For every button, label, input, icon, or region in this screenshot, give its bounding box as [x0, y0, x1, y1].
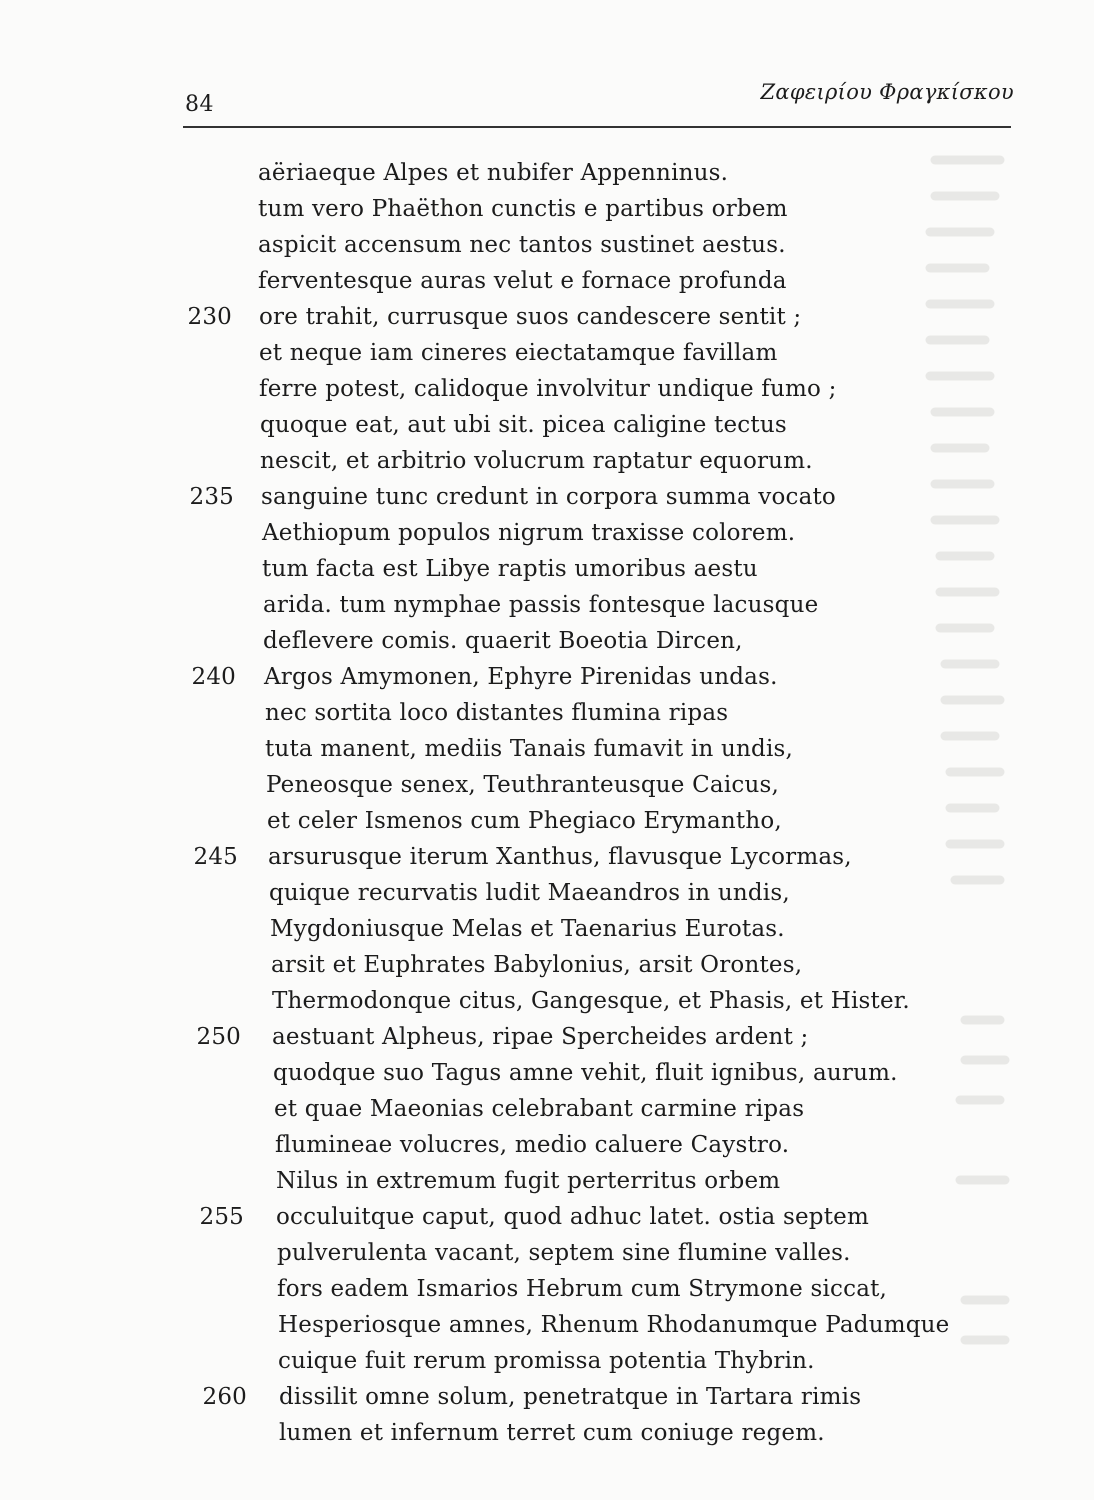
line-number: 230 — [187, 304, 232, 330]
verse-text: arsurusque iterum Xanthus, flavusque Lycormas, — [268, 844, 852, 870]
verse-text: nescit, et arbitrio volucrum raptatur equorum. — [260, 448, 813, 474]
line-number: 250 — [196, 1024, 241, 1050]
verse-text: quique recurvatis ludit Maeandros in undis, — [269, 880, 790, 906]
verse-text: tum facta est Libye raptis umoribus aestu — [262, 556, 758, 582]
verse-text: tum vero Phaëthon cunctis e partibus orbem — [258, 196, 788, 222]
verse-text: quodque suo Tagus amne vehit, fluit ignibus, aurum. — [273, 1060, 898, 1086]
verse-text: occuluitque caput, quod adhuc latet. ostia septem — [276, 1204, 869, 1230]
verse-text: flumineae volucres, medio caluere Caystro. — [275, 1132, 790, 1158]
verse-text: cuique fuit rerum promissa potentia Thybrin. — [278, 1348, 815, 1374]
verse-text: pulverulenta vacant, septem sine flumine valles. — [277, 1240, 851, 1266]
verse-text: Hesperiosque amnes, Rhenum Rhodanumque Padumque — [278, 1312, 950, 1338]
verse-text: ferre potest, calidoque involvitur undique fumo ; — [259, 376, 837, 402]
verse-text: fors eadem Ismarios Hebrum cum Strymone siccat, — [277, 1276, 888, 1302]
verse-text: aestuant Alpheus, ripae Spercheides ardent ; — [272, 1024, 809, 1050]
verse-text: aëriaeque Alpes et nubifer Appenninus. — [258, 160, 729, 186]
verse-text: Peneosque senex, Teuthranteusque Caicus, — [266, 772, 779, 798]
line-number: 245 — [193, 844, 238, 870]
line-number: 260 — [202, 1384, 247, 1410]
verse-text: lumen et infernum terret cum coniuge regem. — [279, 1420, 825, 1446]
line-number: 255 — [199, 1204, 244, 1230]
verse-text: sanguine tunc credunt in corpora summa vocato — [261, 484, 836, 510]
verse-text: arida. tum nymphae passis fontesque lacusque — [263, 592, 819, 618]
verse-text: dissilit omne solum, penetratque in Tartara rimis — [279, 1384, 862, 1410]
header-rule — [183, 126, 1011, 128]
verse-text: et celer Ismenos cum Phegiaco Erymantho, — [267, 808, 782, 834]
verse-text: aspicit accensum nec tantos sustinet aestus. — [258, 232, 786, 258]
verse-text: et neque iam cineres eiectatamque favillam — [259, 340, 778, 366]
running-head: Ζαφειρίου Φραγκίσκου — [760, 80, 1014, 104]
verse-text: et quae Maeonias celebrabant carmine ripas — [274, 1096, 805, 1122]
page-number: 84 — [185, 92, 214, 117]
verse-text: arsit et Euphrates Babylonius, arsit Orontes, — [271, 952, 803, 978]
verse-text: tuta manent, mediis Tanais fumavit in undis, — [265, 736, 794, 762]
verse-text: Argos Amymonen, Ephyre Pirenidas undas. — [264, 664, 778, 690]
verse-text: deflevere comis. quaerit Boeotia Dircen, — [263, 628, 743, 654]
verse-text: Nilus in extremum fugit perterritus orbem — [276, 1168, 781, 1194]
verse-text: Aethiopum populos nigrum traxisse colorem. — [262, 520, 796, 546]
line-number: 235 — [189, 484, 234, 510]
verse-text: ferventesque auras velut e fornace profunda — [258, 268, 787, 294]
verse-text: Mygdoniusque Melas et Taenarius Eurotas. — [270, 916, 785, 942]
verse-text: ore trahit, currusque suos candescere sentit ; — [259, 304, 802, 330]
verse-text: quoque eat, aut ubi sit. picea caligine tectus — [260, 412, 787, 438]
verse-text: nec sortita loco distantes flumina ripas — [265, 700, 729, 726]
line-number: 240 — [191, 664, 236, 690]
verse-text: Thermodonque citus, Gangesque, et Phasis, et Hister. — [272, 988, 910, 1014]
